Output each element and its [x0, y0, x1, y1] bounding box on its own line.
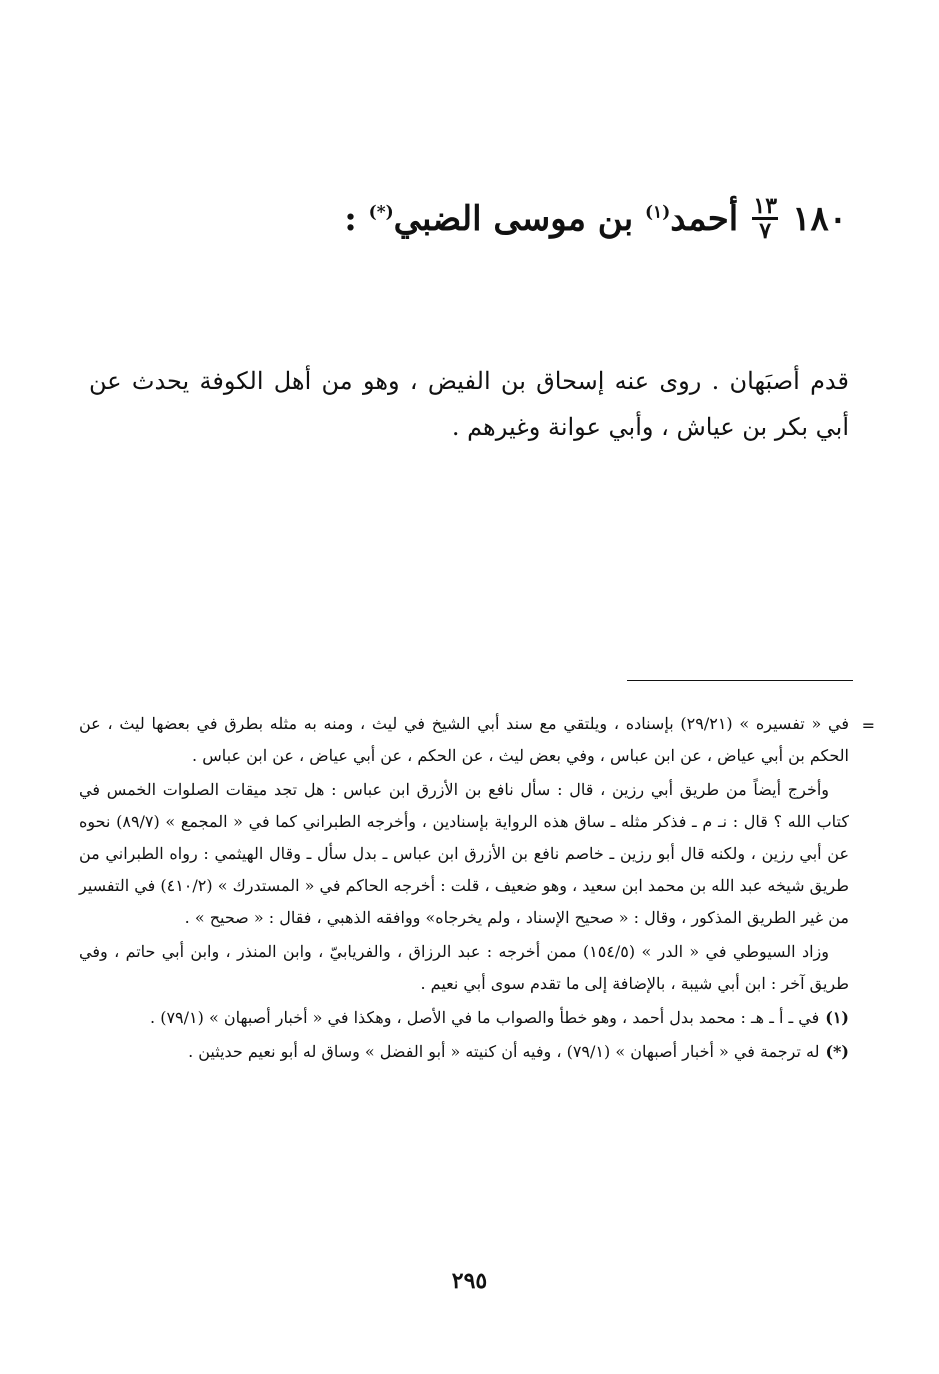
footnote-continuation-paragraph: وأخرج أيضاً من طريق أبي رزين ، قال : سأل نافع بن الأزرق ابن عباس : هل تجد ميقات الصلوات الخمس في كتاب الله ؟ قال : نـ م ـ فذكر مثله ـ ساق هذه الرواية بإسنادين ، وأخرجه الطبراني كما في « المجمع » (٨٩/٧) نحوه عن أبي رزين ، ولكنه قال أبو رزين ـ خاصم نافع بن الأزرق ابن عباس ـ بدل سأل ـ وقال الهيثمي : رواه الطبراني من طريق شيخه عبد الله بن محمد ابن سعيد ، وهو ضعيف ، قلت : أخرجه الحاكم في « المستدرك » (٤١٠/٢) في التفسير من غير الطريق المذكور ، وقال : « صحيح الإسناد ، ولم يخرجاه» ووافقه الذهبي ، فقال : « صحيح » . — [79, 780, 849, 927]
fraction-bottom: ٧ — [759, 218, 772, 244]
footnote-continuation-paragraph: في « تفسيره » (٢٩/٢١) بإسناده ، ويلتقي مع سند أبي الشيخ في ليث ، ومنه به مثله بطرق في بعضها ليث ، عن الحكم بن أبي عياض ، عن ابن عباس ، وفي بعض ليث ، عن الحكم ، عن أبي عياض ، عن ابن عباس . — [79, 714, 849, 765]
fraction-top: ١٣ — [753, 193, 778, 219]
footnote-star — [79, 1036, 849, 1068]
footnote-star-label: (*) — [825, 1042, 849, 1061]
footnote-1 — [79, 1002, 849, 1034]
entry-name — [344, 199, 738, 239]
entry-heading — [344, 193, 847, 244]
continuation-mark: = — [861, 716, 875, 735]
volume-folio-fraction — [752, 193, 778, 244]
footnote-ref-1: (١) — [645, 202, 671, 223]
entry-name-rest: بن موسى الضبي — [393, 198, 645, 239]
footnote-1-label: (١) — [825, 1008, 849, 1027]
entry-number: ١٨٠ — [792, 198, 847, 239]
footnotes-section — [79, 708, 849, 1070]
footnote-separator — [627, 680, 853, 681]
entry-trailing: : — [344, 198, 369, 239]
footnote-continuation-paragraph: وزاد السيوطي في « الدر » (١٥٤/٥) ممن أخرجه : عبد الرزاق ، والفريابيّ ، وابن المنذر ، وابن أبي حاتم ، وفي طريق آخر : ابن أبي شيبة ، بالإضافة إلى ما تقدم سوى أبي نعيم . — [79, 942, 849, 993]
footnote-star-text: له ترجمة في « أخبار أصبهان » (٧٩/١) ، وفيه أن كنيته « أبو الفضل » وساق له أبو نعيم حديثين . — [188, 1042, 820, 1061]
entry-name-first: أحمد — [670, 198, 739, 239]
footnote-ref-star: (*) — [368, 202, 394, 223]
page-number: ٢٩٥ — [451, 1268, 488, 1294]
footnote-1-text: في ـ أ ـ هـ : محمد بدل أحمد ، وهو خطأ والصواب ما في الأصل ، وهكذا في « أخبار أصبهان » (٧٩/١) . — [150, 1008, 820, 1027]
entry-body-text: قدم أصبَهان . روى عنه إسحاق بن الفيض ، وهو من أهل الكوفة يحدث عن أبي بكر بن عياش ، وأبي عوانة وغيرهم . — [89, 367, 849, 441]
